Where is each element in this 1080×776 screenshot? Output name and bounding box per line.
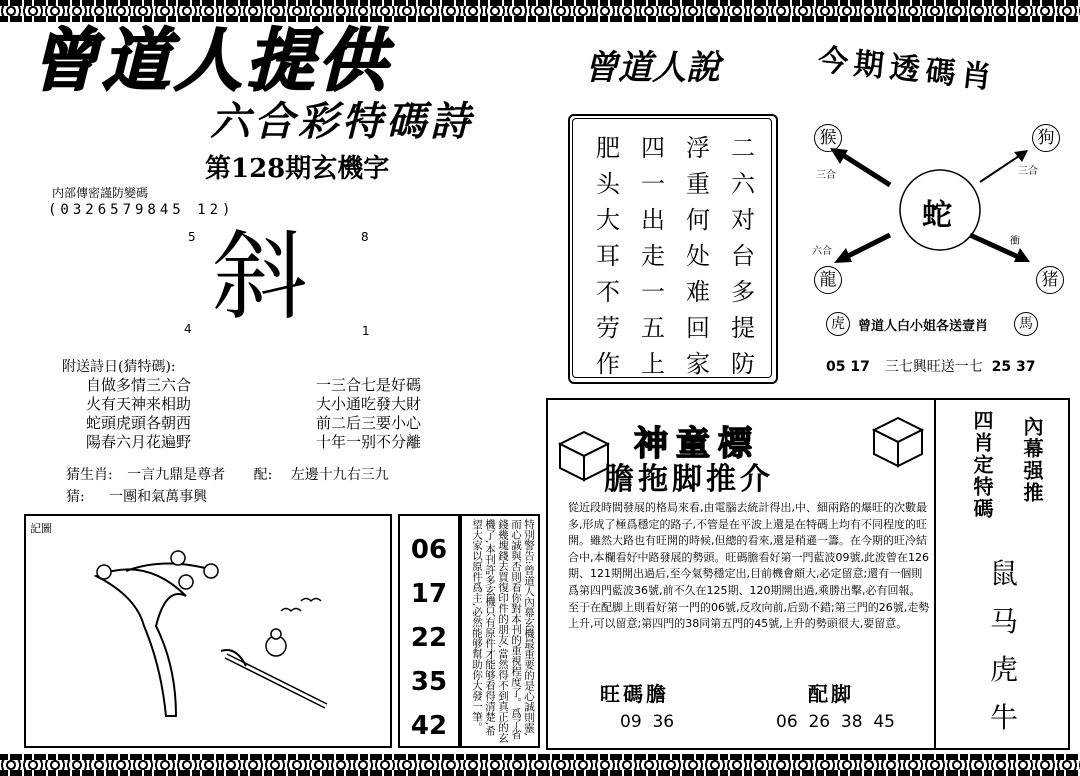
- poem-line: 陽春六月花遍野: [86, 433, 192, 451]
- main-title: 曾道人提供: [30, 22, 391, 101]
- guess-zodiac-row: [66, 464, 486, 484]
- poem-line: 自做多情三六合: [86, 376, 192, 394]
- animal-item: 马: [989, 605, 1018, 638]
- match-label: 配脚: [808, 682, 854, 706]
- picture-box: [24, 514, 392, 748]
- animal-item: 虎: [989, 653, 1018, 686]
- center-poem-box: 二 六 对 台 多 提 防 浮 重 何 处 难 回 家 四 一 出 走 一 五 上 肥 头 大 耳 不 劳 作: [568, 114, 778, 384]
- right-divider: [934, 400, 936, 748]
- zodiac-dragon: 龍: [814, 266, 842, 294]
- guess-row: [66, 486, 207, 506]
- animal-item: 鼠: [989, 557, 1018, 590]
- corner-number-tl: 5: [188, 230, 196, 244]
- promo-body: 從近段時間發展的格局來看,由電腦去統計得出,中、細兩路的爆旺的次數最多,形成了極爲穩定的路子,不管是在平波上還是在特碼上均有不同程度的旺開。雖然大路也有旺開的時候,但總的看來,還是稍遜一籌。在今期的旺冷結合中,本欄看好中路發展的勢頭。旺碼膽看好第一門藍波09號,此波曾在126期、121期開出過后,至今氣勢穩定出,目前機會頗大,必定留意;還有一個則爲第四門藍波36號,前不久在125期、120期開出過,乘勝出擊,必有回報。至于在配脚上則看好第一門的06號,反攻向前,后勁不錯;第三門的26號,走勢上升,可以留意;第四門的38同第五門的45號,上升的勢頭很大,要留意。: [568, 501, 930, 631]
- bold-numbers: 09 36: [620, 712, 675, 732]
- number-line: [826, 356, 1035, 376]
- zodiac-center-snake: 蛇: [922, 198, 952, 233]
- picture-label: 記圖: [30, 522, 52, 535]
- number-item: 17: [410, 579, 448, 609]
- corner-number-tr: 8: [361, 230, 369, 244]
- right-title-b: 內幕强推: [1020, 416, 1044, 504]
- number-item: 06: [410, 535, 448, 565]
- poem-line: 火有天神来相助: [86, 395, 192, 413]
- poem-line: 十年一别不分離: [316, 433, 422, 451]
- number-item: 42: [410, 711, 448, 741]
- zodiac-dog: 狗: [1032, 124, 1060, 152]
- zodiac-footer: [826, 310, 1050, 338]
- mystery-character: 斜: [212, 221, 308, 333]
- match-label: 配:: [253, 467, 273, 483]
- poem-heading: 附送詩日(猜特碼):: [62, 359, 176, 375]
- number-line-middle: 三七興旺送一七: [884, 359, 983, 375]
- zodiac-footer-note: 曾道人白小姐各送壹肖: [858, 319, 989, 334]
- zodiac-tiger: 虎: [826, 312, 850, 336]
- poem-right: [316, 376, 421, 452]
- number-item: 22: [410, 623, 448, 653]
- poem-line: 大小通吃發大財: [316, 395, 422, 413]
- guess-zodiac-label: 猜生肖:: [66, 467, 113, 483]
- internal-note: 内部傳密謹防變碼: [52, 186, 149, 200]
- label-san-he-right: 三合: [1018, 166, 1038, 177]
- issue-label: 第128期玄機字: [205, 154, 390, 184]
- right-title-a: 四肖定特碼: [970, 410, 994, 520]
- animal-item: 牛: [989, 701, 1018, 734]
- poem-line: 蛇頭虎頭各朝西: [86, 414, 192, 432]
- number-item: 35: [410, 667, 448, 697]
- center-title: 曾道人說: [584, 48, 720, 88]
- label-chong: 衝: [1010, 236, 1020, 247]
- dice-icon: [868, 410, 928, 470]
- bold-label: 旺碼膽: [600, 682, 669, 706]
- bottom-border: [0, 754, 1080, 776]
- number-line-right: 25 37: [991, 359, 1036, 375]
- right-animals: [984, 550, 1024, 742]
- subtitle: 六合彩特碼詩: [210, 99, 474, 145]
- guess-text: 一團和氣萬事興: [109, 489, 208, 505]
- code-sequence: (0326579845 12): [48, 202, 235, 218]
- zodiac-monkey: 猴: [814, 124, 842, 152]
- label-san-he-left: 三合: [816, 170, 836, 181]
- promo-badge: 神童標: [634, 424, 760, 464]
- zodiac-pig: 猪: [1036, 266, 1064, 294]
- promo-title: 膽拖脚推介: [604, 462, 774, 497]
- zodiac-title: 今期透碼肖: [816, 42, 999, 97]
- numbers-column: [398, 514, 460, 748]
- poem-line: 一三合七是好碼: [316, 376, 422, 394]
- poem-line: 前二后三要小心: [316, 414, 422, 432]
- warning-text: 特別警告:曾道人內幕玄機最重要的是心誠則靈,而心誠與否則看你對本刊的重視程度了。爲了省錢幾塊錢去買復印件的朋友,當然得不到真正的玄機了,本刊許多玄機只有原件才能够看得清楚,希望大家以原件爲主,必然能够幫助你大發一筆。: [471, 519, 535, 743]
- corner-number-br: 1: [362, 324, 370, 338]
- match-numbers: 06 26 38 45: [776, 712, 895, 732]
- tree-illustration: [26, 516, 390, 746]
- label-liu-he: 六合: [812, 246, 832, 257]
- match-text: 左邊十九右三九: [290, 467, 389, 483]
- zodiac-horse: 馬: [1014, 312, 1038, 336]
- number-line-left: 05 17: [826, 359, 870, 375]
- corner-number-bl: 4: [184, 322, 192, 336]
- promo-box: [546, 398, 1070, 750]
- guess-zodiac-text: 一言九鼎是尊者: [127, 467, 226, 483]
- poem-left: [86, 376, 191, 452]
- top-border: [0, 0, 1080, 22]
- warning-box: [460, 514, 540, 748]
- guess-label: 猜:: [66, 489, 85, 505]
